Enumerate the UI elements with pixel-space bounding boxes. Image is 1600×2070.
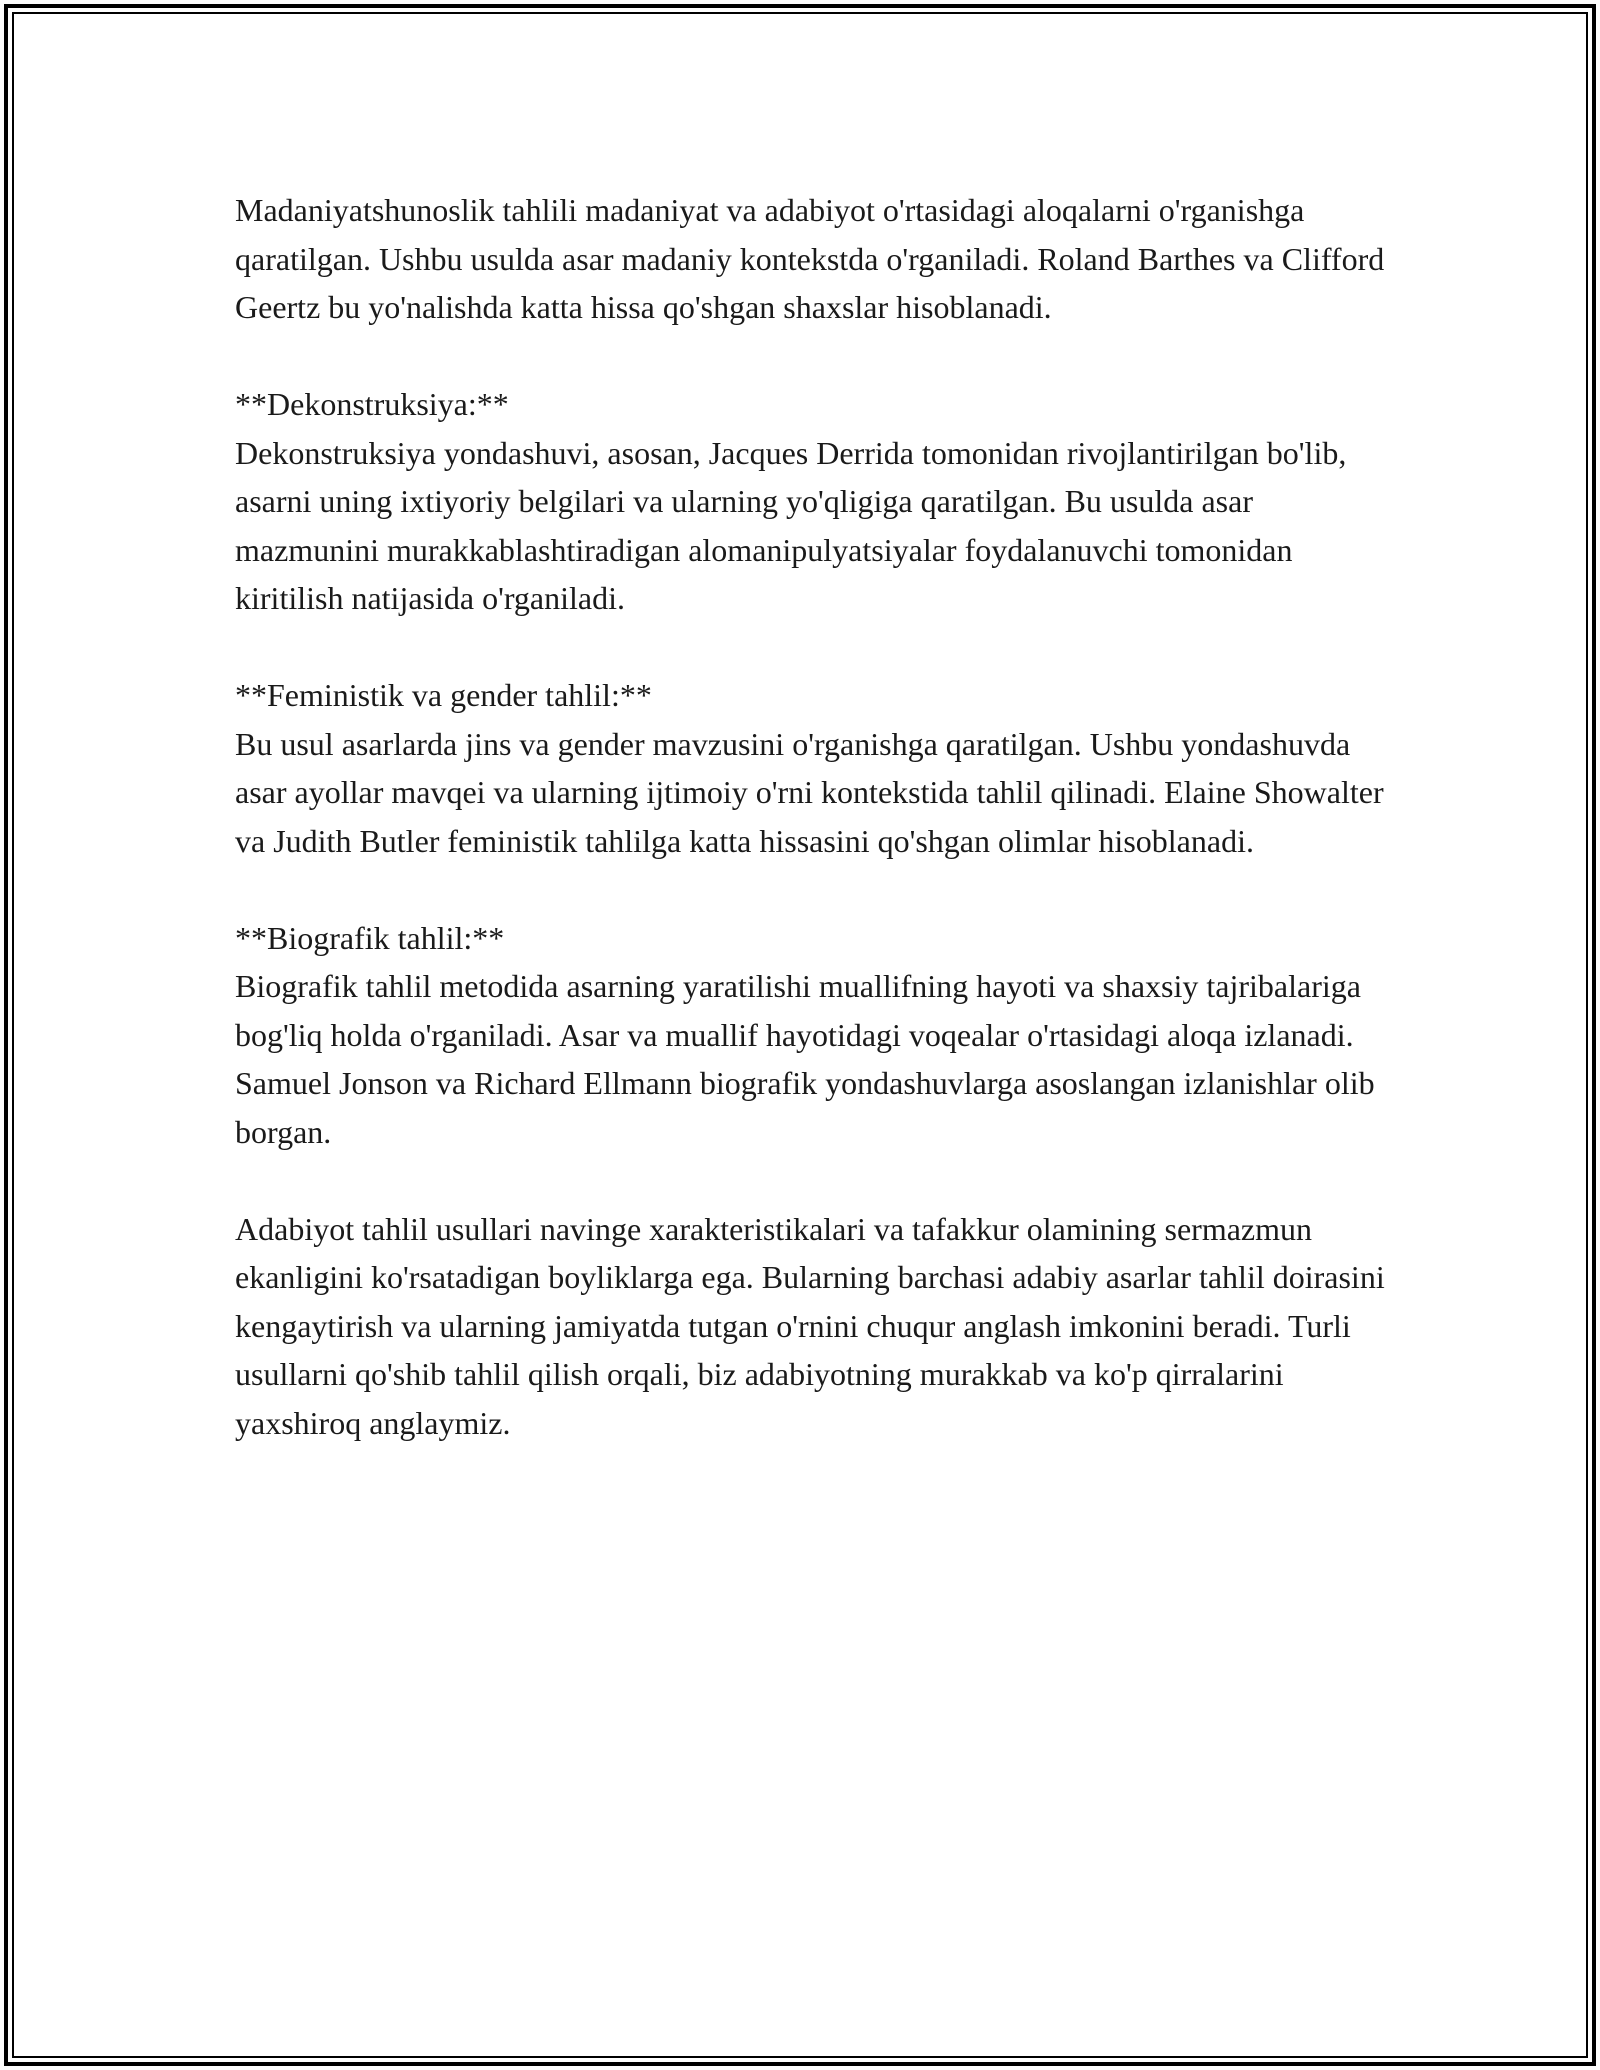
intro-paragraph-block [235,186,1385,332]
intro-paragraph: Madaniyatshunoslik tahlili madaniyat va adabiyot o'rtasidagi aloqalarni o'rganishga qaratilgan. Ushbu usulda asar madaniy kontekstda o'rganiladi. Roland Barthes va Clifford Geertz bu yo'nalishda katta hissa qo'shgan shaxslar hisoblanadi. [235,192,1385,325]
document-body [235,186,1385,1496]
conclusion-paragraph: Adabiyot tahlil usullari navinge xarakteristikalari va tafakkur olamining sermazmun ekanligini ko'rsatadigan boyliklarga ega. Bularning barchasi adabiy asarlar tahlil doirasini kengaytirish va ularning jamiyatda tutgan o'rnini chuqur anglash imkonini beradi. Turli usullarni qo'shib tahlil qilish orqali, biz adabiyotning murakkab va ko'p qirralarini yaxshiroq anglaymiz. [235,1210,1385,1441]
section-heading: **Dekonstruksiya:** [235,386,509,422]
conclusion-paragraph-block [235,1205,1385,1448]
section-heading: **Feministik va gender tahlil:** [235,677,652,713]
section-body: Biografik tahlil metodida asarning yaratilishi muallifning hayoti va shaxsiy tajribalariga bog'liq holda o'rganiladi. Asar va muallif hayotidagi voqealar o'rtasidagi aloqa izlanadi. Samuel Jonson va Richard Ellmann biografik yondashuvlarga asoslangan izlanishlar olib borgan. [235,968,1375,1150]
section-dekonstruksiya [235,380,1385,623]
section-body: Dekonstruksiya yondashuvi, asosan, Jacques Derrida tomonidan rivojlantirilgan bo'lib, asarni uning ixtiyoriy belgilari va ularning yo'qligiga qaratilgan. Bu usulda asar mazmunini murakkablashtiradigan alomanipulyatsiyalar foydalanuvchi tomonidan kiritilish natijasida o'rganiladi. [235,434,1347,616]
section-heading: **Biografik tahlil:** [235,919,505,956]
section-feministik [235,671,1385,865]
section-body: Bu usul asarlarda jins va gender mavzusini o'rganishga qaratilgan. Ushbu yondashuvda asar ayollar mavqei va ularning ijtimoiy o'rni kontekstida tahlil qilinadi. Elaine Showalter va Judith Butler feministik tahlilga katta hissasini qo'shgan olimlar hisoblanadi. [235,725,1384,859]
section-biografik [235,914,1385,1157]
